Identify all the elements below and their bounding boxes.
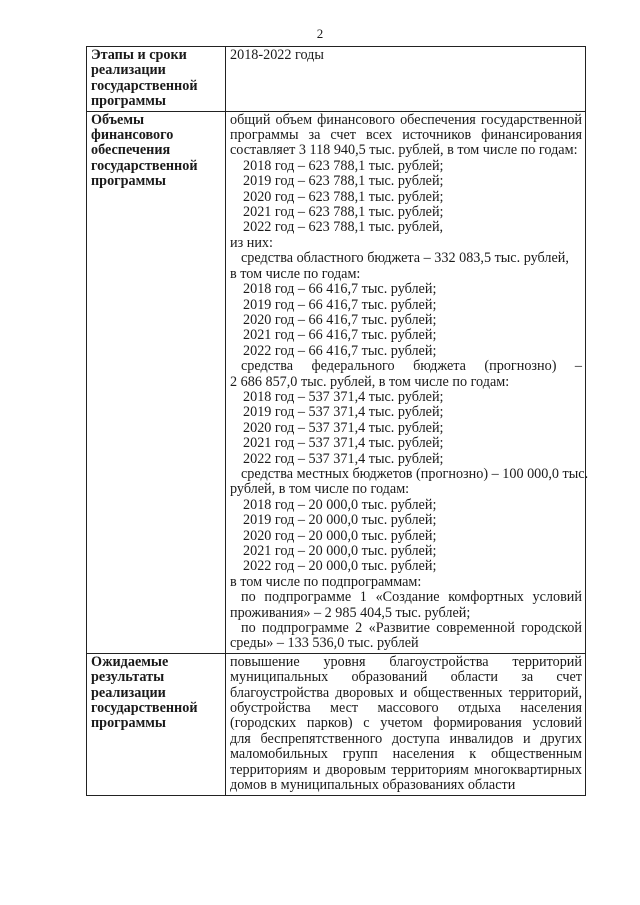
content-line: 2022 год – 537 371,4 тыс. рублей;	[243, 450, 444, 467]
content-line: территориям и дворовым территориям многоквартирных	[230, 761, 582, 778]
content-line: 2019 год – 623 788,1 тыс. рублей;	[243, 173, 444, 190]
row-label: Объемы финансового обеспечения государственной программы	[91, 111, 198, 190]
content-line: проживания» – 2 985 404,5 тыс. рублей;	[230, 604, 471, 621]
content-line: программы за счет всех источников финансирования	[230, 127, 582, 144]
content-line: по подпрограмме 2 «Развитие современной городской	[241, 620, 582, 637]
content-line: 2018 год – 537 371,4 тыс. рублей;	[243, 388, 444, 405]
content-line: 2020 год – 20 000,0 тыс. рублей;	[243, 527, 437, 544]
content-line: 2022 год – 66 416,7 тыс. рублей;	[243, 342, 437, 359]
program-passport-table	[86, 46, 589, 796]
content-line: 2 686 857,0 тыс. рублей, в том числе по годам:	[230, 373, 510, 390]
content-line: маломобильных групп населения к общественным	[230, 746, 582, 763]
row-content-cell	[226, 111, 589, 653]
content-line: 2022 год – 623 788,1 тыс. рублей,	[243, 219, 444, 236]
table-row	[87, 111, 586, 653]
content-line: домов в муниципальных образованиях области	[230, 777, 516, 794]
row-content-cell	[226, 47, 586, 112]
content-line: для беспрепятственного доступа инвалидов и других	[230, 730, 582, 747]
content-line: 2020 год – 623 788,1 тыс. рублей;	[243, 188, 444, 205]
content-line: 2018-2022 годы	[230, 47, 324, 63]
table-row	[87, 47, 586, 112]
content-line: средства областного бюджета – 332 083,5 тыс. рублей,	[241, 250, 569, 267]
content-line: из них:	[230, 234, 273, 251]
row-label: Этапы и сроки реализации государственной программы	[91, 47, 198, 110]
row-content-cell	[226, 653, 586, 795]
content-line: 2022 год – 20 000,0 тыс. рублей;	[243, 558, 437, 575]
row-label-cell	[87, 111, 226, 653]
content-line: 2019 год – 66 416,7 тыс. рублей;	[243, 296, 437, 313]
content-line: обустройства мест массового отдыха населения	[230, 700, 582, 717]
content-line: 2019 год – 537 371,4 тыс. рублей;	[243, 404, 444, 421]
content-line: 2021 год – 66 416,7 тыс. рублей;	[243, 327, 437, 344]
content-line: 2019 год – 20 000,0 тыс. рублей;	[243, 512, 437, 529]
content-line: повышение уровня благоустройства территорий	[230, 653, 582, 670]
content-line: 2020 год – 537 371,4 тыс. рублей;	[243, 419, 444, 436]
content-line: в том числе по годам:	[230, 265, 361, 282]
table-row	[87, 653, 586, 795]
content-line: 2018 год – 20 000,0 тыс. рублей;	[243, 496, 437, 513]
content-line: средства местных бюджетов (прогнозно) – 100 000,0 тыс.	[241, 465, 589, 482]
content-line: составляет 3 118 940,5 тыс. рублей, в том числе по годам:	[230, 142, 578, 159]
content-line: муниципальных образований области за счет	[230, 669, 582, 686]
row-label-cell	[87, 653, 226, 795]
content-line: 2021 год – 623 788,1 тыс. рублей;	[243, 204, 444, 221]
content-line: 2021 год – 20 000,0 тыс. рублей;	[243, 543, 437, 559]
content-line: 2021 год – 537 371,4 тыс. рублей;	[243, 435, 444, 452]
content-line: среды» – 133 536,0 тыс. рублей	[230, 635, 419, 652]
content-line: 2018 год – 66 416,7 тыс. рублей;	[243, 281, 437, 298]
content-line: 2020 год – 66 416,7 тыс. рублей;	[243, 311, 437, 328]
page-number: 2	[316, 26, 324, 41]
content-line: в том числе по подпрограммам:	[230, 573, 422, 590]
row-label: Ожидаемые результаты реализации государственной программы	[91, 653, 198, 732]
content-line: средства федерального бюджета (прогнозно) –	[241, 358, 582, 375]
row-label-cell	[87, 47, 226, 112]
content-line: благоустройства дворовых и общественных территорий,	[230, 684, 582, 701]
content-line: (городских парков) с учетом формирования условий	[230, 715, 582, 732]
content-line: рублей, в том числе по годам:	[230, 481, 410, 498]
content-line: по подпрограмме 1 «Создание комфортных условий	[241, 589, 582, 606]
content-line: 2018 год – 623 788,1 тыс. рублей;	[243, 157, 444, 174]
content-line: общий объем финансового обеспечения государственной	[230, 111, 582, 128]
